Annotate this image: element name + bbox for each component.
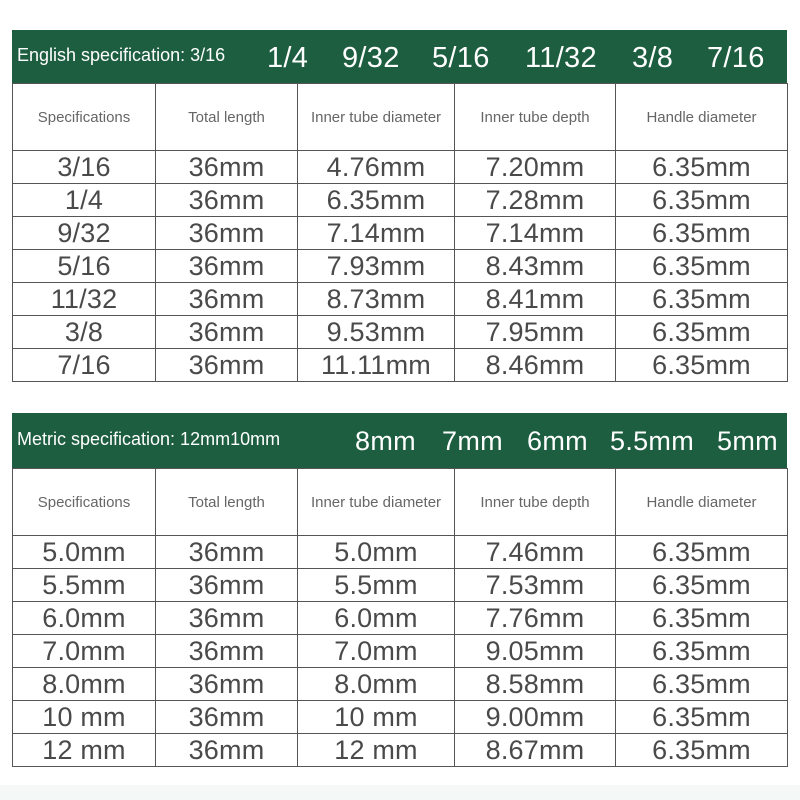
metric-spec-table [12,468,788,767]
table-cell: 36mm [156,569,298,602]
table-cell: 6.0mm [298,602,455,635]
table-cell: 9.05mm [455,635,616,668]
table-row [13,701,788,734]
table-cell: 9.53mm [298,316,455,349]
header-inner-tube-diameter: Inner tube diameter [298,469,455,536]
table-cell: 6.35mm [616,602,788,635]
table-cell: 1/4 [13,184,156,217]
header-total-length: Total length [156,469,298,536]
table-cell: 8.0mm [298,668,455,701]
english-spec-title: English specification: 3/16 [17,45,226,65]
table-cell: 36mm [156,701,298,734]
table-cell: 36mm [156,316,298,349]
table-cell: 6.35mm [616,635,788,668]
table-cell: 8.58mm [455,668,616,701]
table-cell: 10 mm [298,701,455,734]
header-inner-tube-depth: Inner tube depth [455,469,616,536]
english-spec-section [12,30,787,382]
table-cell: 6.0mm [13,602,156,635]
table-row [13,316,788,349]
table-cell: 36mm [156,668,298,701]
table-cell: 7.76mm [455,602,616,635]
metric-spec-section [12,413,787,767]
table-cell: 8.43mm [455,250,616,283]
english-size-item: 1/4 [267,42,309,74]
table-cell: 8.67mm [455,734,616,767]
table-cell: 7.95mm [455,316,616,349]
table-cell: 5.0mm [13,536,156,569]
metric-size-item: 6mm [527,426,588,456]
table-cell: 7.0mm [13,635,156,668]
table-cell: 6.35mm [616,316,788,349]
table-cell: 36mm [156,283,298,316]
table-cell: 8.41mm [455,283,616,316]
table-row [13,217,788,250]
header-inner-tube-diameter: Inner tube diameter [298,84,455,151]
table-cell: 6.35mm [616,250,788,283]
table-cell: 9.00mm [455,701,616,734]
table-cell: 5.5mm [13,569,156,602]
table-header-row [13,469,788,536]
table-cell: 7.93mm [298,250,455,283]
table-row [13,151,788,184]
table-cell: 7.20mm [455,151,616,184]
header-handle-diameter: Handle diameter [616,84,788,151]
table-cell: 36mm [156,635,298,668]
table-cell: 5/16 [13,250,156,283]
table-cell: 36mm [156,184,298,217]
table-row [13,668,788,701]
table-cell: 6.35mm [616,283,788,316]
table-cell: 36mm [156,602,298,635]
table-cell: 8.46mm [455,349,616,382]
table-cell: 6.35mm [616,701,788,734]
metric-spec-banner [12,413,787,468]
table-cell: 5.5mm [298,569,455,602]
table-cell: 36mm [156,734,298,767]
table-cell: 3/16 [13,151,156,184]
table-cell: 3/8 [13,316,156,349]
header-specifications: Specifications [13,84,156,151]
table-cell: 8.0mm [13,668,156,701]
table-cell: 36mm [156,250,298,283]
table-cell: 6.35mm [616,217,788,250]
english-size-item: 5/16 [432,42,490,74]
table-row [13,349,788,382]
table-row [13,184,788,217]
table-cell: 36mm [156,151,298,184]
table-header-row [13,84,788,151]
table-cell: 11/32 [13,283,156,316]
header-total-length: Total length [156,84,298,151]
table-cell: 7.46mm [455,536,616,569]
table-cell: 7.53mm [455,569,616,602]
table-cell: 12 mm [13,734,156,767]
english-size-item: 9/32 [342,42,400,74]
table-row [13,734,788,767]
metric-spec-title: Metric specification: 12mm10mm [17,429,281,449]
table-cell: 7/16 [13,349,156,382]
table-cell: 7.0mm [298,635,455,668]
table-cell: 5.0mm [298,536,455,569]
table-cell: 6.35mm [616,184,788,217]
metric-size-item: 8mm [355,426,416,456]
table-cell: 6.35mm [616,734,788,767]
english-spec-table [12,83,788,382]
table-cell: 10 mm [13,701,156,734]
table-cell: 4.76mm [298,151,455,184]
table-row [13,250,788,283]
header-handle-diameter: Handle diameter [616,469,788,536]
table-cell: 6.35mm [616,569,788,602]
table-cell: 6.35mm [298,184,455,217]
english-size-item: 7/16 [707,42,765,74]
metric-size-item: 5mm [717,426,778,456]
table-cell: 9/32 [13,217,156,250]
table-cell: 6.35mm [616,349,788,382]
table-cell: 36mm [156,349,298,382]
table-cell: 11.11mm [298,349,455,382]
table-cell: 7.28mm [455,184,616,217]
header-inner-tube-depth: Inner tube depth [455,84,616,151]
table-cell: 8.73mm [298,283,455,316]
table-row [13,635,788,668]
table-cell: 36mm [156,536,298,569]
metric-size-item: 5.5mm [610,426,695,456]
table-cell: 12 mm [298,734,455,767]
table-row [13,536,788,569]
table-row [13,602,788,635]
english-size-item: 11/32 [525,42,597,74]
table-cell: 7.14mm [455,217,616,250]
english-spec-banner [12,30,787,83]
bottom-strip [0,785,800,800]
table-cell: 7.14mm [298,217,455,250]
table-row [13,283,788,316]
table-cell: 6.35mm [616,668,788,701]
metric-size-item: 7mm [442,426,503,456]
header-specifications: Specifications [13,469,156,536]
english-size-item: 3/8 [632,42,674,74]
table-cell: 6.35mm [616,536,788,569]
table-row [13,569,788,602]
table-cell: 36mm [156,217,298,250]
table-cell: 6.35mm [616,151,788,184]
